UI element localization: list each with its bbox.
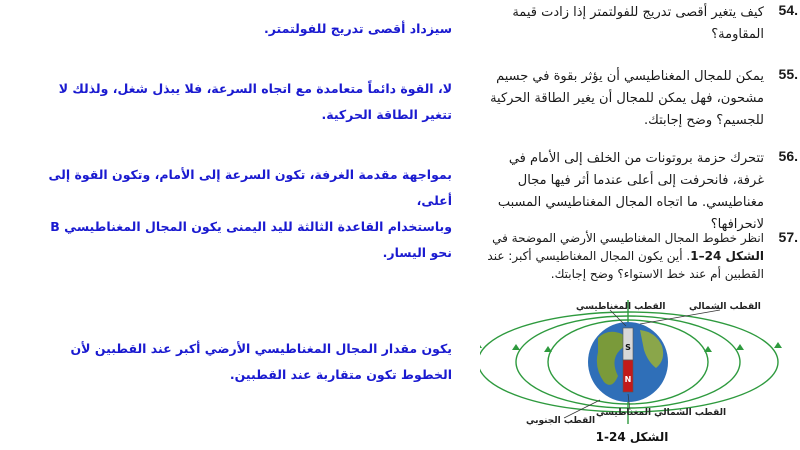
magnet-s-label: S [625, 343, 631, 352]
question-56 [478, 148, 796, 236]
arrow-icon [774, 342, 782, 348]
label-geographic-north: القطب الشمالي [689, 302, 761, 312]
question-text-after: . أين يكون المجال المغناطيسي أكبر: عند القطبين أم عند خط الاستواء؟ وضح إجابتك. [487, 249, 764, 281]
question-text [478, 229, 764, 283]
question-55 [478, 66, 796, 132]
answer-54: سيزداد أقصى تدريج للفولتمتر. [263, 21, 452, 36]
question-text: يمكن للمجال المغناطيسي أن يؤثر بقوة في جسيم مشحون، فهل يمكن للمجال أن يغير الطاقة الحركية للجسيم؟ وضح إجابتك. [490, 69, 764, 128]
figure-caption: الشكل 24-1 [595, 430, 669, 444]
question-number: 54. [778, 2, 798, 18]
arrow-icon [480, 342, 482, 348]
arrow-icon [736, 344, 744, 350]
arrow-icon [544, 346, 552, 352]
question-57 [478, 229, 796, 283]
label-magnetic-pole: القطب المغناطيسي [576, 302, 666, 312]
question-text-before: انظر خطوط المجال المغناطيسي الأرضي الموضحة في [492, 231, 764, 245]
question-number: 55. [778, 66, 798, 82]
question-text: تتحرك حزمة بروتونات من الخلف إلى الأمام في غرفة، فانحرفت إلى أعلى عندما أثر فيها مجال مغناطيسي. ما اتجاه المجال المغناطيسي المسبب لانحرافها؟ [497, 151, 764, 232]
question-number: 57. [778, 229, 798, 245]
arrow-icon [512, 344, 520, 350]
arrow-icon [704, 346, 712, 352]
earth-magnetic-field-figure [480, 290, 800, 450]
question-54 [478, 2, 796, 46]
answer-55: لا، القوة دائماً متعامدة مع اتجاه السرعة، فلا يبذل شغل، ولذلك لا تتغير الطاقة الحركية. [58, 81, 452, 122]
label-geographic-south: القطب الجنوبي [526, 416, 596, 426]
answer-56-line-1: بمواجهة مقدمة الغرفة، تكون السرعة إلى الأمام، وتكون القوة إلى أعلى، [48, 167, 452, 208]
magnet-n-label: N [624, 375, 632, 384]
answer-56-line-2: وباستخدام القاعدة الثالثة لليد اليمنى يكون المجال المغناطيسي B نحو اليسار. [50, 219, 452, 260]
figure-reference: الشكل 24–1 [690, 249, 764, 263]
question-number: 56. [778, 148, 798, 164]
answer-56 [40, 162, 452, 266]
answer-57: يكون مقدار المجال المغناطيسي الأرضي أكبر عند القطبين لأن الخطوط تكون متقاربة عند القطبين. [70, 341, 452, 382]
question-text: كيف يتغير أقصى تدريج للفولتمتر إذا زادت قيمة المقاومة؟ [512, 5, 764, 42]
label-magnetic-north: القطب الشمالي المغناطيسي [596, 408, 727, 418]
